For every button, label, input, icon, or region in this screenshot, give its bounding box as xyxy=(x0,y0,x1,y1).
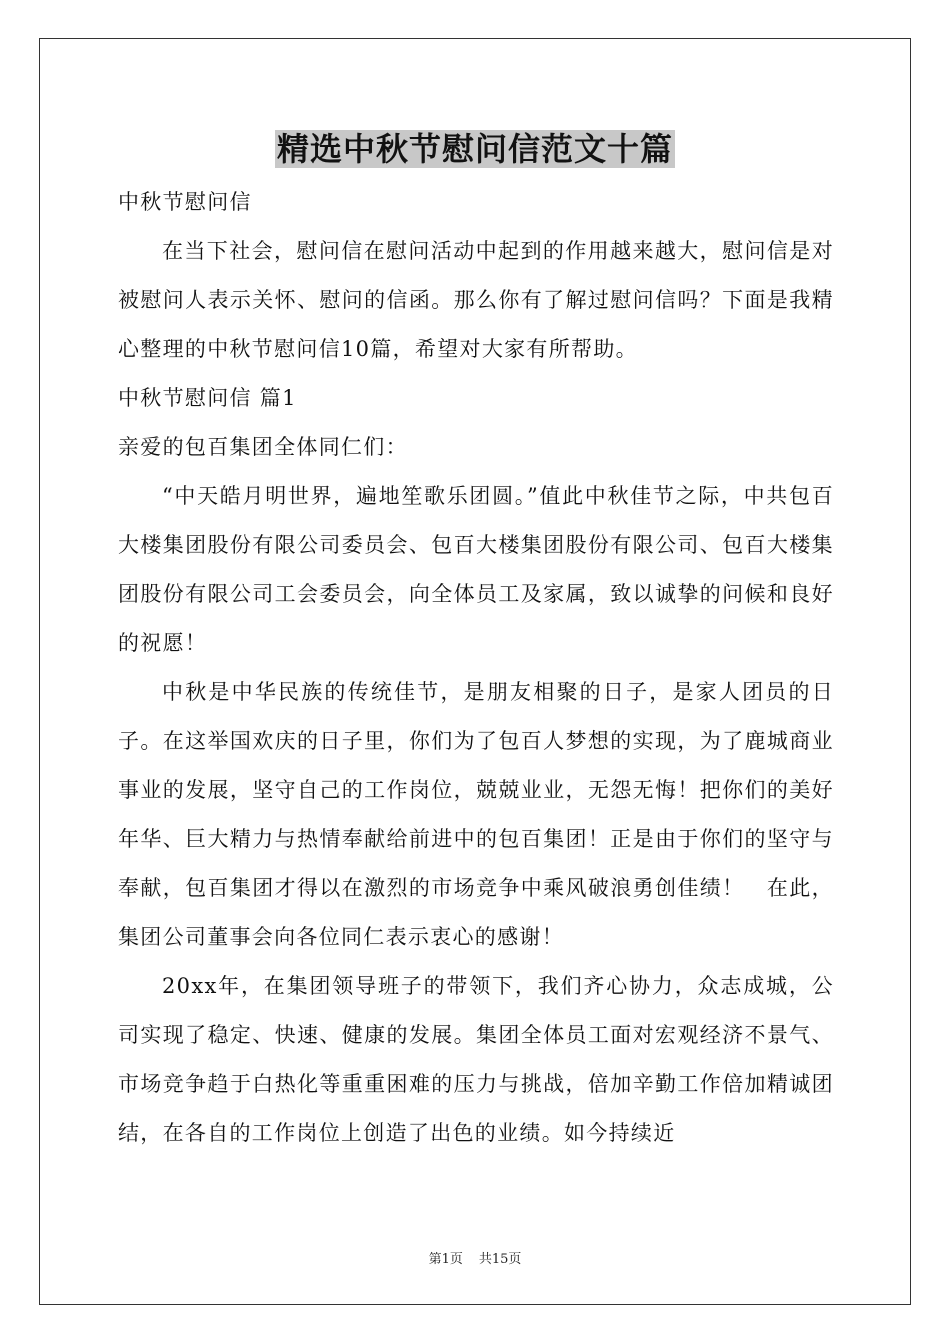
page-footer xyxy=(0,1248,950,1267)
paragraph: 中秋节慰问信 xyxy=(118,190,252,214)
paragraph: 20xx年，在集团领导班子的带领下，我们齐心协力，众志成城，公司实现了稳定、快速、健康的发展。集团全体员工面对宏观经济不景气、市场竞争趋于白热化等重重困难的压力与挑战，倍加辛勤工作倍加精诚团结，在各自的工作岗位上创造了出色的业绩。如今持续近 xyxy=(118,974,834,1145)
paragraph: “中天皓月明世界，遍地笙歌乐团圆。”值此中秋佳节之际，中共包百大楼集团股份有限公司委员会、包百大楼集团股份有限公司、包百大楼集团股份有限公司工会委员会，向全体员工及家属，致以诚挚的问候和良好的祝愿！ xyxy=(118,484,834,655)
salutation: 亲爱的包百集团全体同仁们： xyxy=(118,435,408,459)
document-body xyxy=(118,178,834,1158)
page-total: 共15页 xyxy=(478,1252,522,1267)
paragraph: 在当下社会，慰问信在慰问活动中起到的作用越来越大，慰问信是对被慰问人表示关怀、慰问的信函。那么你有了解过慰问信吗？下面是我精心整理的中秋节慰问信10篇，希望对大家有所帮助。 xyxy=(118,239,834,361)
paragraph: 中秋是中华民族的传统佳节，是朋友相聚的日子，是家人团员的日子。在这举国欢庆的日子里，你们为了包百人梦想的实现，为了鹿城商业事业的发展，坚守自己的工作岗位，兢兢业业，无怨无悔！把你们的美好年华、巨大精力与热情奉献给前进中的包百集团！正是由于你们的坚守与奉献，包百集团才得以在激烈的市场竞争中乘风破浪勇创佳绩！ 在此，集团公司董事会向各位同仁表示衷心的感谢！ xyxy=(118,680,834,949)
document-title-text: 精选中秋节慰问信范文十篇 xyxy=(276,130,673,168)
document-title xyxy=(0,127,950,171)
page-number: 第1页 xyxy=(428,1252,463,1267)
section-heading: 中秋节慰问信 篇1 xyxy=(118,386,297,410)
